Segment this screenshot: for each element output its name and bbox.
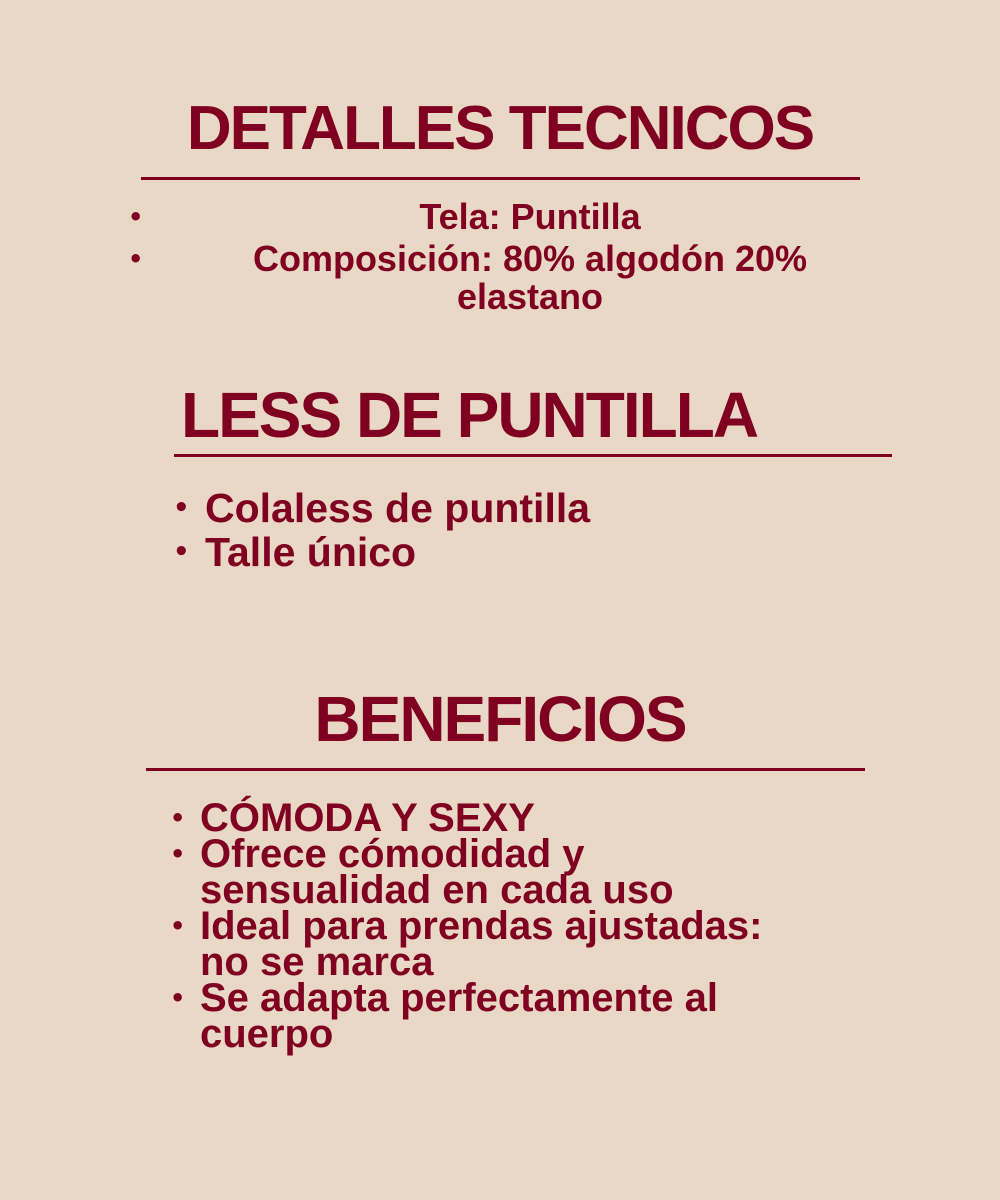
list-item — [173, 485, 905, 531]
list-item-text-continued: cuerpo — [200, 1012, 334, 1056]
list-less-de-puntilla — [173, 485, 905, 575]
bullet-icon: • — [173, 493, 190, 523]
list-item — [173, 529, 905, 575]
section-title-less-de-puntilla: LESS DE PUNTILLA — [181, 379, 758, 451]
list-item — [128, 196, 900, 238]
list-item-text: Composición: 80% algodón 20% — [252, 238, 808, 279]
bullet-icon: • — [170, 912, 186, 940]
list-item — [128, 238, 900, 318]
bullet-icon: • — [173, 537, 190, 567]
list-item — [170, 796, 880, 840]
divider-less-de-puntilla — [174, 454, 892, 457]
list-item-text-continued: no se marca — [200, 940, 434, 984]
bullet-icon: • — [170, 840, 186, 868]
list-item-text: CÓMODA Y SEXY — [200, 796, 535, 840]
list-item-text: Tela: Puntilla — [419, 196, 641, 237]
list-item-text: Ofrece cómodidad y — [200, 832, 585, 876]
list-item — [170, 904, 880, 984]
list-beneficios — [170, 796, 880, 1056]
list-item — [170, 976, 880, 1056]
list-item-text-continued: elastano — [456, 276, 604, 317]
bullet-icon: • — [128, 245, 144, 273]
divider-beneficios — [146, 768, 865, 771]
divider-detalles-tecnicos — [141, 177, 860, 180]
section-title-beneficios: BENEFICIOS — [314, 683, 686, 755]
list-detalles-tecnicos — [128, 196, 900, 318]
list-item-text: Ideal para prendas ajustadas: — [200, 904, 763, 948]
bullet-icon: • — [170, 984, 186, 1012]
bullet-icon: • — [170, 804, 186, 832]
list-item — [170, 832, 880, 912]
list-item-text: Talle único — [205, 529, 417, 575]
bullet-icon: • — [128, 203, 144, 231]
section-title-detalles-tecnicos: DETALLES TECNICOS — [186, 94, 814, 163]
list-item-text: Colaless de puntilla — [205, 485, 591, 531]
list-item-text-continued: sensualidad en cada uso — [200, 868, 674, 912]
list-item-text: Se adapta perfectamente al — [200, 976, 718, 1020]
